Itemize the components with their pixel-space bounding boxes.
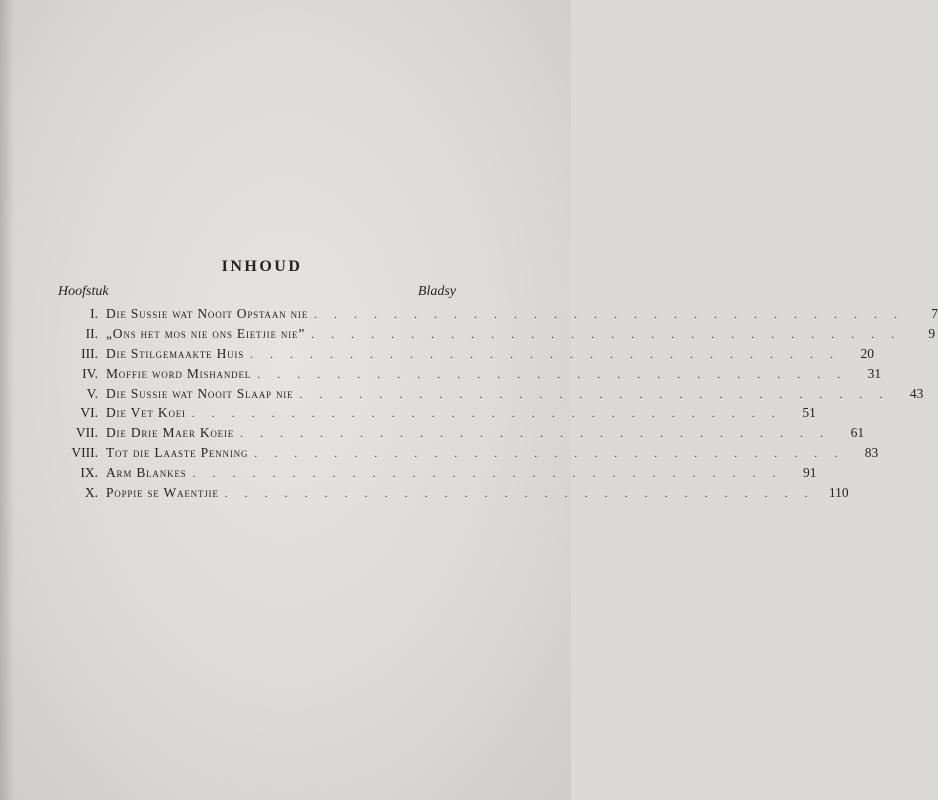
page-number: 110 xyxy=(828,485,849,501)
dot-leader: . . . . . . . . . . . . . . . . . . . . . . . . . . . . . . xyxy=(311,326,902,341)
chapter-number: VI. xyxy=(80,405,98,421)
dot-leader: . . . . . . . . . . . . . . . . . . . . . . . . . . . . . . xyxy=(254,446,845,461)
chapter-number: VII. xyxy=(75,425,98,441)
chapter-number: IV. xyxy=(82,365,98,381)
chapter-number: IX. xyxy=(80,465,98,481)
page-edge-shadow xyxy=(0,0,14,800)
dot-leader: . . . . . . . . . . . . . . . . . . . . . . . . . . . . . . xyxy=(240,426,831,441)
page-number: 9 xyxy=(928,325,936,341)
toc-entry xyxy=(58,304,938,324)
chapter-number: II. xyxy=(85,325,98,341)
page-number: 83 xyxy=(864,445,879,461)
chapter-number: VIII. xyxy=(71,445,98,461)
page-number: 20 xyxy=(860,345,875,361)
toc-entry xyxy=(58,403,816,423)
toc-entry xyxy=(58,483,849,503)
page-number: 43 xyxy=(909,385,924,401)
chapter-number: X. xyxy=(84,485,98,501)
toc-entry xyxy=(58,344,875,364)
toc-entry xyxy=(58,324,936,344)
chapter-title: Moffie word Mishandel xyxy=(106,365,252,381)
page-number: 31 xyxy=(867,365,882,381)
dot-leader: . . . . . . . . . . . . . . . . . . . . . . . . . . . . . . xyxy=(250,346,841,361)
dot-leader: . . . . . . . . . . . . . . . . . . . . . . . . . . . . . . xyxy=(299,386,890,401)
chapter-title: Poppie se Waentjie xyxy=(106,485,219,501)
chapter-title: Die Sussie wat Nooit Opstaan nie xyxy=(106,306,309,321)
toc-column-headers xyxy=(58,282,458,302)
chapter-title: Die Stilgemaakte Huis xyxy=(106,345,245,361)
toc-entry xyxy=(58,364,882,384)
chapter-number: III. xyxy=(81,345,98,361)
chapter-title: Tot die Laaste Penning xyxy=(106,445,249,461)
page-number: 51 xyxy=(802,405,816,421)
page-column-header: Bladsy xyxy=(417,284,456,299)
dot-leader: . . . . . . . . . . . . . . . . . . . . . . . . . . . . . . xyxy=(224,486,815,501)
dot-leader: . . . . . . . . . . . . . . . . . . . . . . . . . . . . . . xyxy=(192,466,783,481)
page-number: 91 xyxy=(802,465,817,481)
chapter-number: I. xyxy=(90,306,98,321)
chapter-title: Die Sussie wat Nooit Slaap nie xyxy=(106,385,294,401)
toc-entry xyxy=(58,384,924,404)
chapter-title: Die Vet Koei xyxy=(106,405,186,421)
chapter-title: Arm Blankes xyxy=(106,465,187,481)
table-of-contents xyxy=(58,258,938,503)
toc-entry xyxy=(58,423,865,443)
chapter-title: Die Drie Maer Koeie xyxy=(106,425,235,441)
toc-entry xyxy=(58,443,879,463)
toc-entry xyxy=(58,463,817,483)
chapter-column-header: Hoofstuk xyxy=(58,284,109,299)
toc-title: INHOUD xyxy=(221,258,303,275)
dot-leader: . . . . . . . . . . . . . . . . . . . . . . . . . . . . . . xyxy=(314,307,905,321)
chapter-title: „Ons het mos nie ons Eietjie nie” xyxy=(106,325,306,341)
toc-entries xyxy=(58,304,938,503)
page-number: 61 xyxy=(850,425,865,441)
chapter-number: V. xyxy=(86,385,98,401)
dot-leader: . . . . . . . . . . . . . . . . . . . . . . . . . . . . . . xyxy=(257,366,848,381)
dot-leader: . . . . . . . . . . . . . . . . . . . . . . . . . . . . . . xyxy=(191,406,782,421)
page-number: 7 xyxy=(931,306,938,321)
